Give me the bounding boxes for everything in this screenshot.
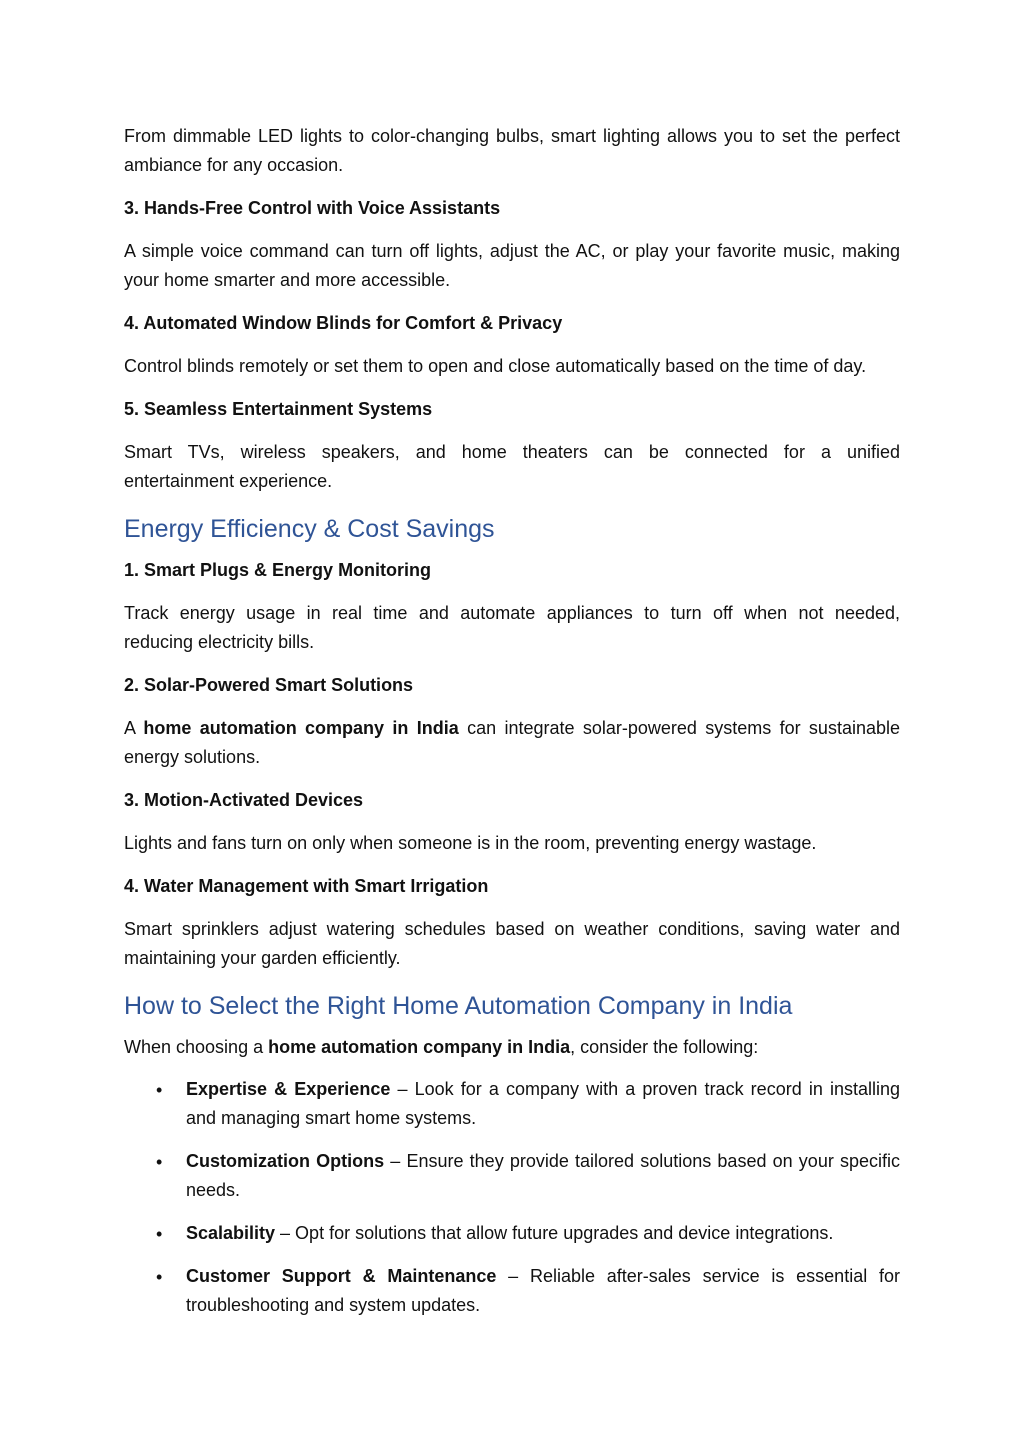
list-item-term: Scalability [186, 1223, 276, 1243]
paragraph-solar-prefix: A [124, 718, 144, 738]
bullet-icon: • [156, 1152, 163, 1172]
subheading-solar: 2. Solar-Powered Smart Solutions [124, 675, 414, 695]
list-item-support-line-1 [186, 1262, 900, 1291]
list-item-customization-line-1 [186, 1147, 900, 1176]
paragraph-blinds: Control blinds remotely or set them to open and close automatically based on the time of day. [124, 356, 867, 376]
subheading-smart-plugs: 1. Smart Plugs & Energy Monitoring [124, 560, 432, 580]
paragraph-choosing-suffix: , consider the following: [570, 1037, 759, 1057]
bullet-icon: • [156, 1267, 163, 1287]
paragraph-choosing-bold-phrase: home automation company in India [268, 1037, 571, 1057]
paragraph-choosing-prefix: When choosing a [124, 1037, 269, 1057]
subheading-window-blinds: 4. Automated Window Blinds for Comfort & Privacy [124, 313, 563, 333]
list-item-text: – Ensure they provide tailored solutions based on your specific [384, 1151, 900, 1171]
list-item-scalability-line-1 [186, 1219, 900, 1248]
paragraph-plugs-line-1: Track energy usage in real time and automate appliances to turn off when not needed, [124, 603, 900, 623]
list-item-expertise-line-1 [186, 1075, 900, 1104]
paragraph-plugs-line-2: reducing electricity bills. [124, 632, 315, 652]
paragraph-solar-line-1 [124, 714, 900, 743]
bullet-icon: • [156, 1224, 163, 1244]
paragraph-voice-line-2: your home smarter and more accessible. [124, 270, 451, 290]
list-item-support-line-2: troubleshooting and system updates. [186, 1295, 481, 1315]
paragraph-entertainment-line-2: entertainment experience. [124, 471, 333, 491]
paragraph-lighting-line-1: From dimmable LED lights to color-changing bulbs, smart lighting allows you to set the perfect [124, 126, 900, 146]
paragraph-solar-line-2: energy solutions. [124, 747, 261, 767]
list-item-expertise-line-2: and managing smart home systems. [186, 1108, 477, 1128]
paragraph-voice-line-1: A simple voice command can turn off lights, adjust the AC, or play your favorite music, making [124, 241, 900, 261]
section-heading-energy: Energy Efficiency & Cost Savings [124, 515, 495, 543]
bullet-icon: • [156, 1080, 163, 1100]
paragraph-entertainment-line-1: Smart TVs, wireless speakers, and home theaters can be connected for a unified [124, 442, 900, 462]
paragraph-water-line-1: Smart sprinklers adjust watering schedules based on weather conditions, saving water and [124, 919, 900, 939]
subheading-entertainment: 5. Seamless Entertainment Systems [124, 399, 433, 419]
subheading-motion: 3. Motion-Activated Devices [124, 790, 364, 810]
paragraph-lighting-line-2: ambiance for any occasion. [124, 155, 344, 175]
list-item-term: Customer Support & Maintenance [186, 1266, 497, 1286]
subheading-water: 4. Water Management with Smart Irrigation [124, 876, 489, 896]
list-item-text: – Opt for solutions that allow future upgrades and device integrations. [275, 1223, 834, 1243]
paragraph-choosing [124, 1033, 900, 1062]
list-item-term: Customization Options [186, 1151, 385, 1171]
list-item-customization-line-2: needs. [186, 1180, 241, 1200]
section-heading-select: How to Select the Right Home Automation Company in India [124, 992, 793, 1020]
list-item-text: – Look for a company with a proven track record in installing [390, 1079, 900, 1099]
list-item-text: – Reliable after-sales service is essential for [496, 1266, 900, 1286]
paragraph-solar-bold-phrase: home automation company in India [143, 718, 459, 738]
paragraph-water-line-2: maintaining your garden efficiently. [124, 948, 401, 968]
list-item-term: Expertise & Experience [186, 1079, 391, 1099]
subheading-voice-assistants: 3. Hands-Free Control with Voice Assistants [124, 198, 501, 218]
paragraph-motion: Lights and fans turn on only when someone is in the room, preventing energy wastage. [124, 833, 817, 853]
paragraph-solar-suffix: can integrate solar-powered systems for sustainable [458, 718, 900, 738]
